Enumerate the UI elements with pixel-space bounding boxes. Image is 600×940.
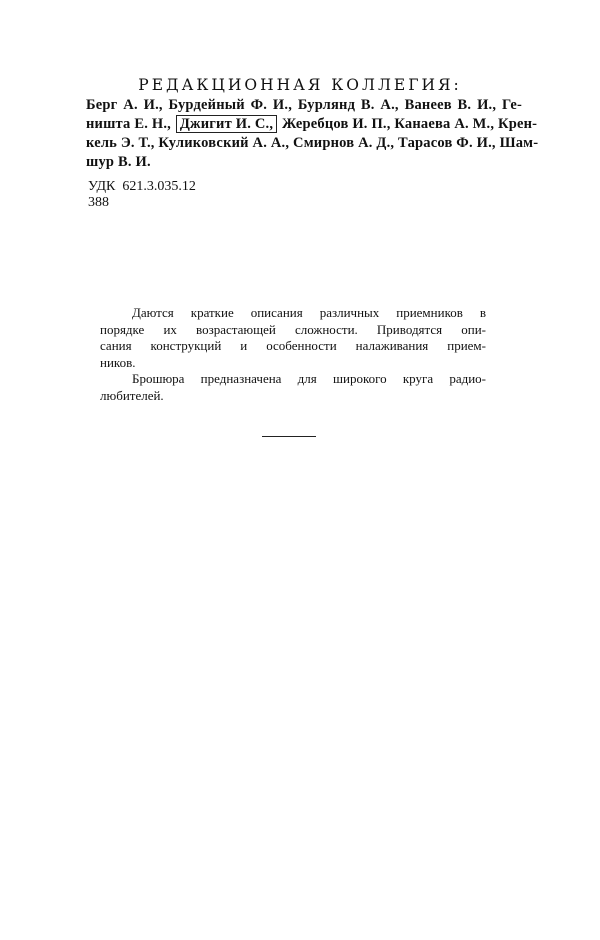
- catalog-index: 388: [88, 195, 109, 210]
- editorial-board-text: ништа Е. Н.,: [86, 116, 175, 132]
- editorial-board-text: Жеребцов И. П., Канаева А. М., Крен-: [278, 116, 538, 132]
- editorial-board-heading: РЕДАКЦИОННАЯ КОЛЛЕГИЯ:: [138, 76, 462, 94]
- abstract-line: Брошюра предназначена для широкого круга радио-: [132, 371, 486, 386]
- abstract-line: сания конструкций и особенности налаживания прием-: [100, 338, 486, 353]
- editorial-board-line: [86, 115, 538, 134]
- editorial-board-members: [86, 96, 539, 172]
- abstract-line: любителей.: [100, 387, 164, 403]
- boxed-name: Джигит И. С.,: [176, 115, 277, 133]
- abstract-line: ников.: [100, 354, 136, 370]
- abstract-line: порядке их возрастающей сложности. Приводятся опи-: [100, 321, 486, 337]
- udc-code: 621.3.035.12: [122, 179, 196, 194]
- abstract-line: Даются краткие описания различных приемников в: [132, 305, 486, 320]
- classification-block: [88, 179, 196, 211]
- section-divider: [262, 436, 316, 437]
- editorial-board-line: Берг А. И., Бурдейный Ф. И., Бурлянд В. А., Ванеев В. И., Ге-: [86, 97, 522, 113]
- udc-line: [88, 179, 196, 195]
- editorial-board-line: шур В. И.: [86, 154, 151, 170]
- udc-label: УДК: [88, 179, 116, 194]
- editorial-board-line: кель Э. Т., Куликовский А. А., Смирнов А. Д., Тарасов Ф. И., Шам-: [86, 135, 539, 151]
- abstract: [100, 305, 486, 404]
